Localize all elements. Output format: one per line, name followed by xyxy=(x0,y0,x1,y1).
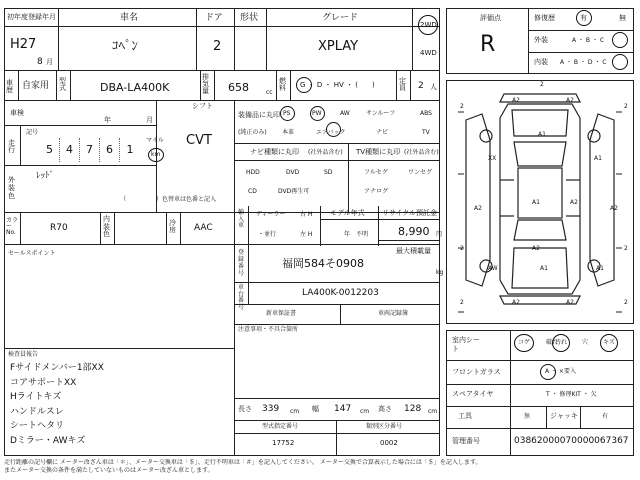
inspector-report-label: 検査員報告 xyxy=(8,351,39,358)
records-label: 車両記録簿 xyxy=(378,310,409,317)
score-value: R xyxy=(480,32,496,57)
width-value: 147 xyxy=(334,404,352,414)
odometer-digit: 1 xyxy=(126,143,134,156)
inspector-item: コアサポートXX xyxy=(10,377,77,388)
capacity-unit: 人 xyxy=(430,83,437,91)
length-label: 長さ xyxy=(238,405,252,413)
model-value: DBA-LA400K xyxy=(100,81,170,94)
tools-label: 工具 xyxy=(458,412,472,420)
equip-aw: AW xyxy=(340,110,350,117)
era-year: H27 xyxy=(10,37,37,52)
ruler-mark: 2 xyxy=(624,245,628,252)
seat-label: 室内シート xyxy=(452,336,480,354)
damage-code: A1 xyxy=(532,199,540,206)
repair-yes: 有 xyxy=(580,14,587,22)
cc-unit: cc xyxy=(266,89,273,96)
footer-note xyxy=(4,459,636,476)
capacity-label: 定員 xyxy=(399,77,406,92)
model-year-unknown: 年 不明 xyxy=(344,231,369,238)
damage-code: A2 xyxy=(566,97,574,104)
month-unit: 月 xyxy=(46,58,53,66)
inspection-year: 年 xyxy=(104,116,111,124)
recycle-value: 8,990 xyxy=(398,225,430,238)
ruler-mark: 2 xyxy=(460,299,464,306)
tv-type-note: (社外品含む) xyxy=(404,149,439,156)
inspector-item: シートヘタリ xyxy=(10,421,65,431)
odometer-digit: 6 xyxy=(100,138,120,162)
car-name-value: ｺﾍﾟﾝ xyxy=(112,39,138,54)
car-diagram xyxy=(446,80,634,324)
ruler-mark: 2 xyxy=(624,103,628,110)
import-dealer: ディーラー xyxy=(256,211,286,218)
height-label: 高さ xyxy=(378,405,392,413)
exterior-color-value: ﾚｯﾄﾞ xyxy=(36,171,55,181)
grade-value: XPLAY xyxy=(318,39,359,54)
fuel-options: G ・ D ・ HV ・ ( ) xyxy=(300,81,375,89)
left-handle: 左 H xyxy=(300,231,313,238)
damage-code: A2 xyxy=(512,97,520,104)
nav-cd: CD xyxy=(248,188,257,195)
ac-label: 冷房 xyxy=(169,219,176,234)
drive-4wd: 4WD xyxy=(420,49,437,57)
inspection-month: 月 xyxy=(146,116,153,124)
equip-abs: ABS xyxy=(420,110,432,117)
height-unit: cm xyxy=(428,408,438,415)
nav-dvd: DVD xyxy=(286,169,300,176)
odometer-symbol-label: 記号 xyxy=(26,129,39,136)
damage-code: XX xyxy=(488,155,497,162)
right-handle: 右 H xyxy=(300,211,313,218)
tv-type-label: TV種類に丸印 xyxy=(356,148,401,156)
damage-code: A2 xyxy=(566,299,574,306)
inspector-item: Fサイドメンバー1部XX xyxy=(10,363,104,373)
shape-label: 形状 xyxy=(240,13,259,23)
width-unit: cm xyxy=(360,408,370,415)
odometer-digit: 7 xyxy=(80,138,100,162)
inspector-items xyxy=(10,364,104,451)
nav-hdd: HDD xyxy=(246,169,260,176)
chassis-value: LA400K-0012203 xyxy=(302,288,379,298)
footer-line-1: 走行距離の記号欄に メーター改ざん車は「＊」、メーター交換車は「＄」、走行不明車は「＃」を記入してください。 メーター交換で合算表示した場合には「＄」を記入します。 xyxy=(4,459,482,466)
windshield-options: A ・ ×要入 xyxy=(545,368,576,375)
color-no-value: R70 xyxy=(50,223,68,233)
equipment-label: 装備品に丸印 xyxy=(238,111,280,119)
odometer-label: 走行 xyxy=(8,139,15,154)
equipment-sub-label: (純正のみ) xyxy=(238,129,267,136)
seat-item-yogore: 汚れ xyxy=(555,339,568,346)
windshield-label: フロントガラス xyxy=(452,368,501,376)
ac-value: AAC xyxy=(194,223,213,233)
ruler-mark: 2 xyxy=(540,81,544,88)
seat-item-kizu: キズ xyxy=(603,339,615,346)
damage-code: A1 xyxy=(596,265,604,272)
damage-code: A2 xyxy=(610,205,618,212)
nav-dvd-play: DVD再生可 xyxy=(278,188,310,195)
recycle-label: リサイクル預託金 xyxy=(382,209,438,217)
fuel-label: 燃料 xyxy=(279,77,286,92)
model-year-label: モデル年式 xyxy=(330,209,365,217)
ruler-mark: 2 xyxy=(460,103,464,110)
interior-grade-label: 内装 xyxy=(534,58,548,66)
inspector-item: Dミラー・AWキズ xyxy=(10,435,86,446)
import-parallel: ・並行 xyxy=(258,231,277,238)
displacement-value: 658 xyxy=(228,81,249,94)
nav-sd: SD xyxy=(324,169,333,176)
displacement-label: 排気量 xyxy=(202,73,209,95)
damage-code: AW xyxy=(488,265,498,272)
management-no-label: 管理番号 xyxy=(452,437,480,445)
height-value: 128 xyxy=(404,404,422,414)
usage-value: 自家用 xyxy=(22,81,50,91)
category-no-value: 0002 xyxy=(380,439,398,447)
inspection-label: 車検 xyxy=(10,109,24,117)
odometer-digit: 5 xyxy=(40,138,60,162)
plate-value: 福岡584そ0908 xyxy=(282,257,364,270)
category-no-label: 類別区分番号 xyxy=(366,423,403,430)
nav-type-note: (社外品含む) xyxy=(308,149,343,156)
ruler-mark: 2 xyxy=(624,299,628,306)
max-load-label: 最大積載量 xyxy=(396,247,431,255)
exterior-c-circle xyxy=(612,32,628,48)
inspector-item: Hライトキズ xyxy=(10,392,62,402)
tools-value: 無 xyxy=(524,413,531,420)
interior-grade-options: A ・ B ・ D ・ C xyxy=(560,59,607,66)
import-label: 輸入車 xyxy=(238,209,245,230)
warranty-label: 新車保証書 xyxy=(266,310,297,317)
equip-pw: PW xyxy=(312,110,322,117)
sales-point-label: セールスポイント xyxy=(8,250,56,257)
seat-item-koge: コゲ xyxy=(518,339,531,346)
equip-airbag: エアバック xyxy=(316,129,346,136)
equip-ps: PS xyxy=(283,110,291,117)
damage-code: A2 xyxy=(512,299,520,306)
equip-navi: ナビ xyxy=(376,129,389,136)
interior-c-circle xyxy=(612,54,628,70)
shift-label: シフト xyxy=(192,102,213,110)
kg-unit: kg xyxy=(436,269,444,276)
repair-no: 無 xyxy=(619,14,626,22)
mile-label: マイル xyxy=(146,137,164,144)
color-no-label: カラーNo. xyxy=(6,217,19,236)
damage-code: A1 xyxy=(540,265,548,272)
tv-oneseg: ワンセグ xyxy=(408,169,433,176)
tv-fullseg: フルセグ xyxy=(364,169,388,176)
repair-label: 修復歴 xyxy=(534,14,555,22)
doors-value: 2 xyxy=(213,39,222,54)
jack-label: ジャッキ xyxy=(550,412,578,420)
ruler-mark: 2 xyxy=(460,245,464,252)
type-no-label: 型式指定番号 xyxy=(262,423,299,430)
door-label: ドア xyxy=(205,13,223,23)
chassis-label: 車台番号 xyxy=(238,284,245,311)
exterior-grade-options: A ・ B ・ C xyxy=(572,37,605,44)
inspector-item: ハンドルスレ xyxy=(10,406,64,417)
length-unit: cm xyxy=(290,408,300,415)
damage-code: A2 xyxy=(532,245,540,252)
month-value: 8 xyxy=(37,57,43,67)
shift-value: CVT xyxy=(186,133,212,148)
color-change-note: （ ）色替車は色番と記入 xyxy=(120,196,217,203)
equip-tv: TV xyxy=(422,129,430,136)
spare-tire-label: スペアタイヤ xyxy=(452,390,494,398)
nav-type-label: ナビ種類に丸印 xyxy=(250,148,299,156)
spare-tire-options: T ・ 修理KIT ・ 欠 xyxy=(546,391,597,398)
damage-code: A2 xyxy=(570,199,578,206)
exterior-color-label: 外装色 xyxy=(8,176,15,201)
damage-code: A1 xyxy=(538,131,546,138)
seat-item-ana: 穴 xyxy=(582,339,589,346)
equip-leather: 本革 xyxy=(282,129,295,136)
damage-code: A2 xyxy=(474,205,482,212)
tv-analog: アナログ xyxy=(364,188,389,195)
yen-unit: 円 xyxy=(436,231,443,238)
drive-2wd: 2WD xyxy=(420,21,437,29)
grade-label: グレード xyxy=(322,13,359,23)
odometer-digit: 4 xyxy=(60,138,80,162)
year-label: 初年度登録年月 xyxy=(7,13,56,21)
score-label: 評価点 xyxy=(480,14,501,22)
type-no-value: 17752 xyxy=(272,439,295,447)
attention-label: 注意事項・不具合箇所 xyxy=(238,326,299,333)
odometer-digits xyxy=(40,138,150,162)
length-value: 339 xyxy=(262,404,280,414)
car-name-label: 車名 xyxy=(120,13,139,23)
management-no-value: 03862000070000067367 xyxy=(514,436,629,446)
history-label: 車歴 xyxy=(6,79,13,94)
seat-item-yabure: 破れ xyxy=(545,339,558,346)
km-label: km xyxy=(151,151,161,158)
exterior-grade-label: 外装 xyxy=(534,36,548,44)
width-label: 幅 xyxy=(312,405,319,413)
model-label: 型式 xyxy=(59,77,66,92)
capacity-value: 2 xyxy=(418,81,424,91)
footer-line-2: またメーター交換の条件を満たしていないものはメーター改ざん車とします。 xyxy=(4,467,214,475)
jack-value: 有 xyxy=(602,413,609,420)
interior-color-label: 内装色 xyxy=(103,215,110,239)
damage-code: A1 xyxy=(594,155,602,162)
equip-sunroof: サンルーフ xyxy=(366,110,396,117)
plate-label: 登録番号 xyxy=(238,249,245,277)
